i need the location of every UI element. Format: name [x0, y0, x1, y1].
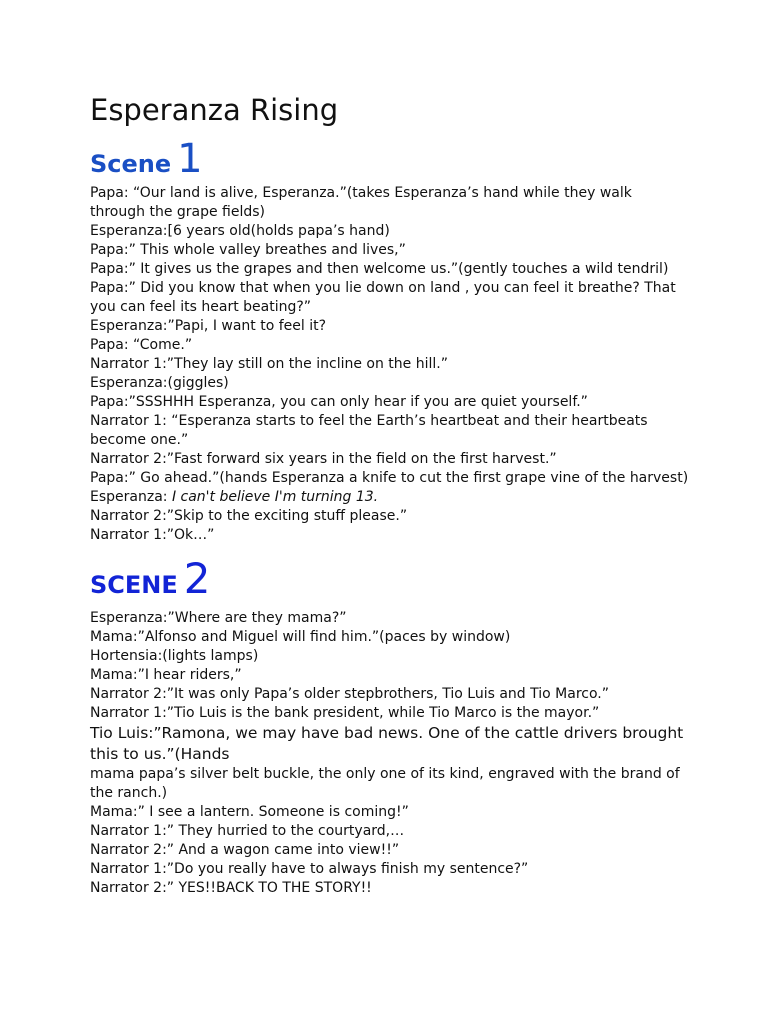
scene-1-heading — [90, 134, 690, 184]
script-line: Papa: “Our land is alive, Esperanza.”(takes Esperanza’s hand while they walk through the grape fields) — [90, 185, 632, 220]
script-line: Narrator 2:” And a wagon came into view!!” — [90, 842, 400, 858]
scene-1-script — [90, 184, 690, 545]
script-line: Narrator 2:”Fast forward six years in the field on the first harvest.” — [90, 451, 557, 467]
script-line: Papa:” This whole valley breathes and lives,” — [90, 242, 406, 258]
script-line: Esperanza:(giggles) — [90, 375, 229, 391]
script-line: Mama:”Alfonso and Miguel will find him.”(paces by window) — [90, 629, 511, 645]
scene-2-heading — [90, 551, 690, 607]
script-line: mama papa’s silver belt buckle, the only one of its kind, engraved with the brand of the ranch.) — [90, 766, 680, 801]
script-line: Narrator 1:” They hurried to the courtyard,… — [90, 823, 405, 839]
script-line: Narrator 2:” YES!!BACK TO THE STORY!! — [90, 880, 372, 896]
script-line — [90, 488, 690, 507]
script-line: Mama:”I hear riders,” — [90, 667, 242, 683]
script-line: Papa:” Go ahead.”(hands Esperanza a knife to cut the first grape vine of the harvest) — [90, 470, 689, 486]
script-line: Narrator 1:”Do you really have to always finish my sentence?” — [90, 861, 529, 877]
scene-1-heading-word: Scene — [90, 150, 172, 178]
script-line: Narrator 2:”It was only Papa’s older stepbrothers, Tio Luis and Tio Marco.” — [90, 686, 609, 702]
speaker-label: Esperanza: — [90, 489, 172, 505]
script-line: Papa:” It gives us the grapes and then welcome us.”(gently touches a wild tendril) — [90, 261, 669, 277]
script-line: Narrator 1: “Esperanza starts to feel the Earth’s heartbeat and their heartbeats become one.” — [90, 413, 648, 448]
script-line: Papa:”SSSHHH Esperanza, you can only hear if you are quiet yourself.” — [90, 394, 588, 410]
scene-2-heading-number: 2 — [183, 554, 211, 603]
scene-2-heading-word: SCENE — [90, 571, 178, 599]
script-line: Papa:” Did you know that when you lie down on land , you can feel it breathe? That you can feel its heart beating?” — [90, 280, 676, 315]
script-line: Hortensia:(lights lamps) — [90, 648, 259, 664]
script-line: Narrator 1:”Ok…” — [90, 527, 215, 543]
script-line: Esperanza:”Papi, I want to feel it? — [90, 318, 327, 334]
script-line: Narrator 1:”They lay still on the incline on the hill.” — [90, 356, 448, 372]
script-line: Esperanza:[6 years old(holds papa’s hand) — [90, 223, 390, 239]
script-line: Papa: “Come.” — [90, 337, 193, 353]
script-line: Esperanza:”Where are they mama?” — [90, 610, 347, 626]
document-title: Esperanza Rising — [90, 93, 339, 127]
scene-2-script — [90, 609, 690, 898]
scene-1-heading-number: 1 — [177, 136, 203, 182]
document-page — [90, 88, 690, 898]
script-line: Narrator 2:”Skip to the exciting stuff please.” — [90, 508, 408, 524]
script-line: Mama:” I see a lantern. Someone is coming!” — [90, 804, 409, 820]
italic-dialogue: I can't believe I'm turning 13. — [171, 489, 379, 505]
script-line: Narrator 1:”Tio Luis is the bank president, while Tio Marco is the mayor.” — [90, 705, 600, 721]
script-line: Tio Luis:”Ramona, we may have bad news. One of the cattle drivers brought this to us.”(Hands — [90, 724, 684, 763]
